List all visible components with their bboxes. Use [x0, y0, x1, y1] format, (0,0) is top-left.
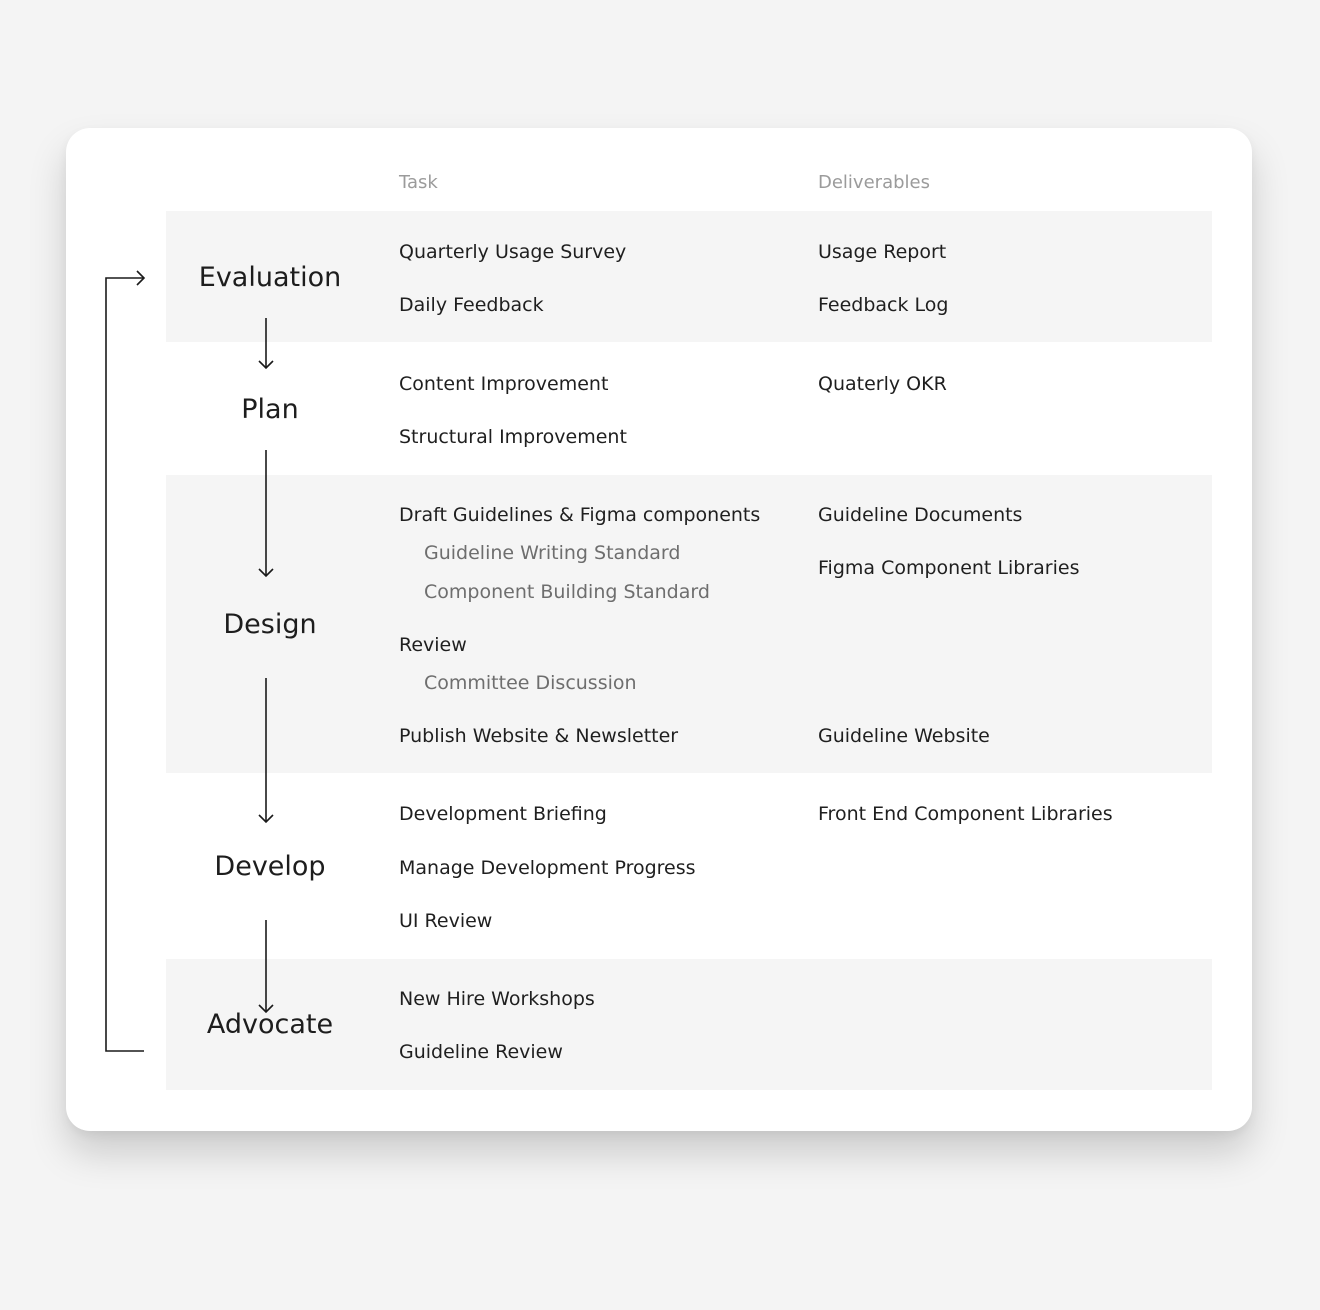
stage-advocate: Advocate [206, 1009, 334, 1040]
sub-task-item: Guideline Writing Standard [424, 542, 681, 564]
arrow-evaluation-to-plan [259, 318, 273, 368]
sub-task-item: Committee Discussion [424, 672, 637, 694]
deliverable-item: Quaterly OKR [818, 373, 947, 395]
arrow-plan-to-design [259, 450, 273, 576]
task-item: Content Improvement [399, 373, 609, 395]
task-item: UI Review [399, 910, 493, 932]
deliverable-item: Guideline Documents [818, 504, 1023, 526]
deliverable-item: Front End Component Libraries [818, 803, 1113, 825]
stage-plan: Plan [241, 394, 299, 425]
arrow-design-to-develop [259, 678, 273, 822]
loop-back-arrow [106, 271, 144, 1051]
task-item: Publish Website & Newsletter [399, 725, 679, 747]
deliverable-item: Figma Component Libraries [818, 557, 1080, 579]
arrow-develop-to-advocate [259, 920, 273, 1012]
sub-task-item: Component Building Standard [424, 581, 710, 603]
task-item: Draft Guidelines & Figma components [399, 504, 761, 526]
stage-develop: Develop [214, 851, 326, 882]
deliverables-column-header: Deliverables [818, 172, 930, 193]
task-item: Manage Development Progress [399, 857, 696, 879]
task-item: Development Briefing [399, 803, 607, 825]
task-item: Review [399, 634, 467, 656]
deliverable-item: Feedback Log [818, 294, 949, 316]
task-item: Daily Feedback [399, 294, 544, 316]
stage-evaluation: Evaluation [198, 262, 342, 293]
task-item: Structural Improvement [399, 426, 627, 448]
task-item: Guideline Review [399, 1041, 563, 1063]
deliverable-item: Usage Report [818, 241, 947, 263]
task-item: Quarterly Usage Survey [399, 241, 627, 263]
deliverable-item: Guideline Website [818, 725, 990, 747]
task-item: New Hire Workshops [399, 988, 595, 1010]
task-column-header: Task [399, 172, 438, 193]
stage-design: Design [223, 609, 317, 640]
